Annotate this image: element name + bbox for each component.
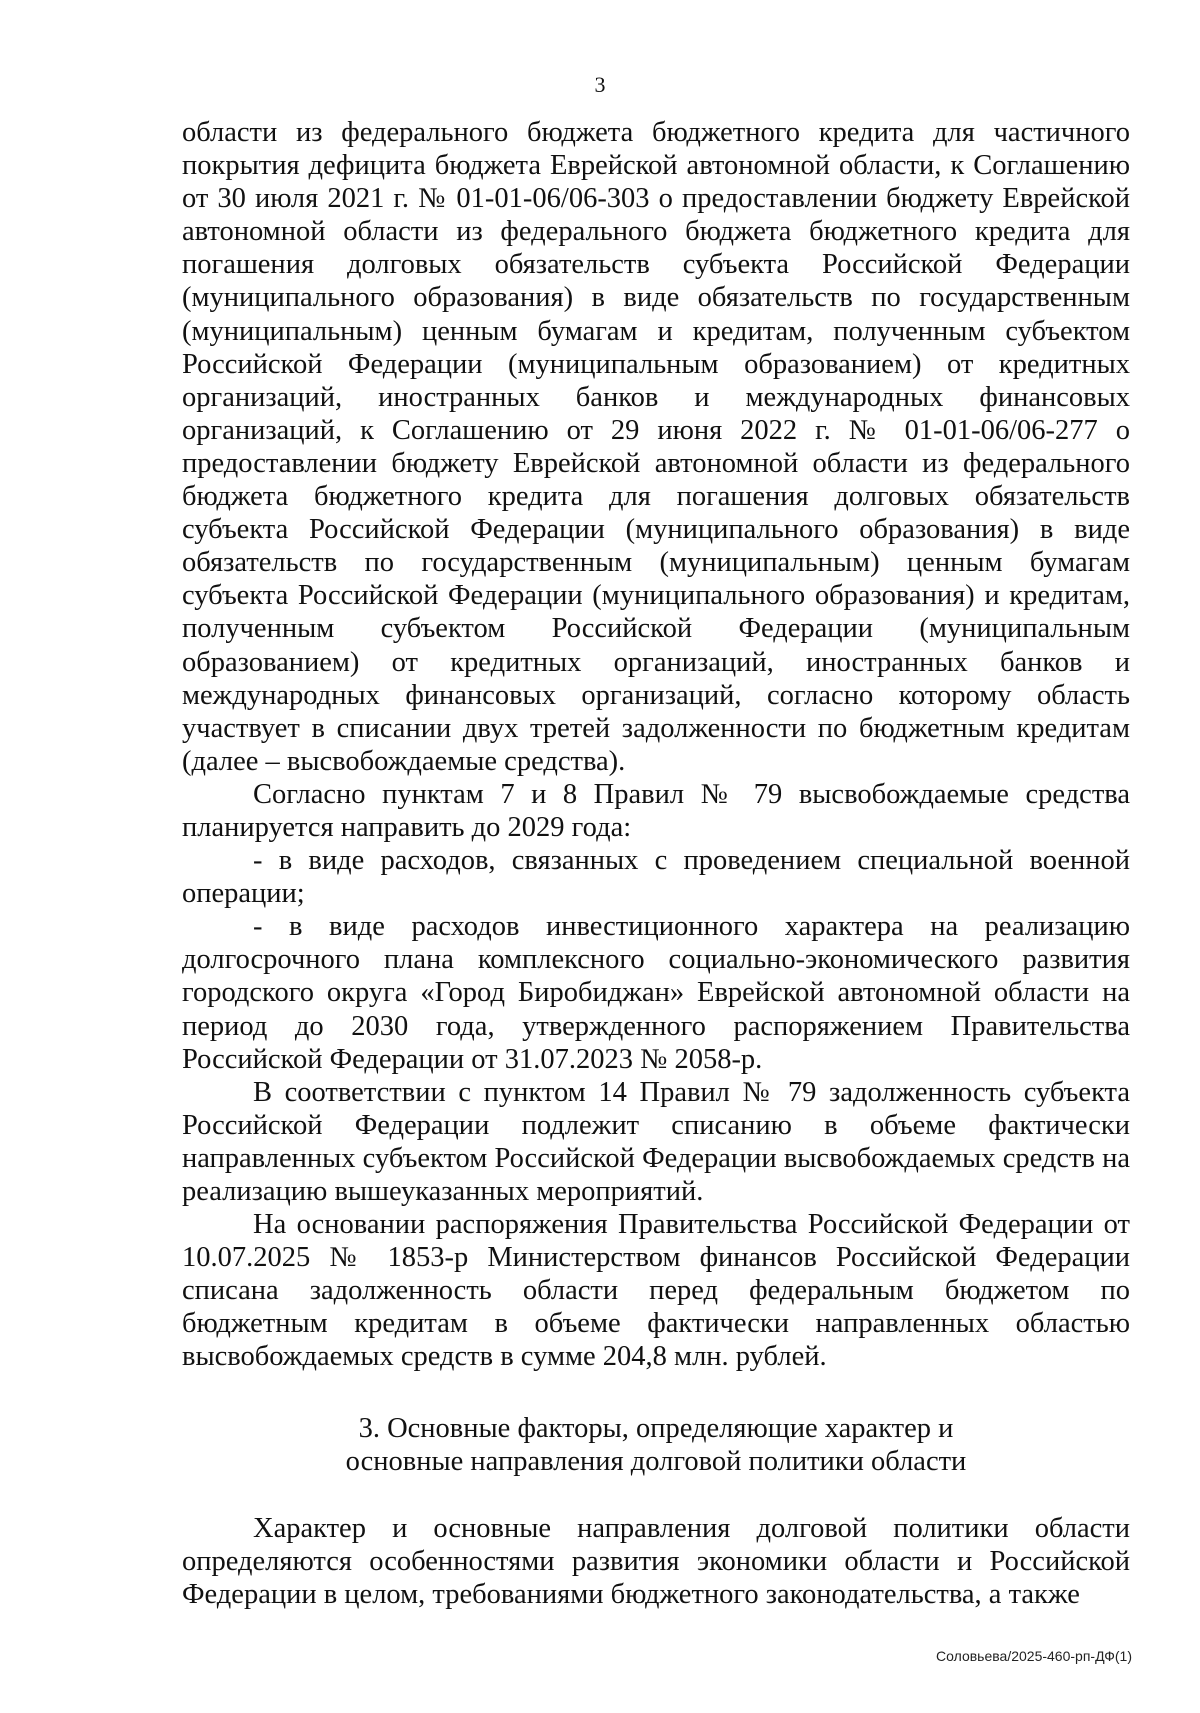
paragraph-rules-7-8: Согласно пунктам 7 и 8 Правил № 79 высвобождаемые средства планируется направить до 2029 года:: [182, 778, 1130, 843]
page-number: 3: [594, 72, 606, 97]
paragraph-rule-14: В соответствии с пунктом 14 Правил № 79 задолженность субъекта Российской Федерации подлежит списанию в объеме фактически направленных субъектом Российской Федерации высвобождаемых средств на реализацию вышеуказанных мероприятий.: [182, 1076, 1130, 1207]
section-heading: [182, 1412, 1130, 1478]
paragraph-debt-policy: Характер и основные направления долговой политики области определяются особенностями развития экономики области и Российской Федерации в целом, требованиями бюджетного законодательства, а также: [182, 1512, 1130, 1610]
paragraph-continuation: области из федерального бюджета бюджетного кредита для частичного покрытия дефицита бюджета Еврейской автономной области, к Соглашению от 30 июля 2021 г. № 01-01-06/06-303 о предоставлении бюджету Еврейской автономной области из федерального бюджета бюджетного кредита для погашения долговых обязательств субъекта Российской Федерации (муниципального образования) в виде обязательств по государственным (муниципальным) ценным бумагам и кредитам, полученным субъектом Российской Федерации (муниципальным образованием) от кредитных организаций, иностранных банков и международных финансовых организаций, к Соглашению от 29 июня 2022 г. № 01-01-06/06-277 о предоставлении бюджету Еврейской автономной области из федерального бюджета бюджетного кредита для погашения долговых обязательств субъекта Российской Федерации (муниципального образования) в виде обязательств по государственным (муниципальным) ценным бумагам субъекта Российской Федерации (муниципального образования) и кредитам, полученным субъектом Российской Федерации (муниципальным образованием) от кредитных организаций, иностранных банков и международных финансовых организаций, согласно которому область участвует в списании двух третей задолженности по бюджетным кредитам (далее – высвобождаемые средства).: [182, 117, 1130, 777]
document-reference-code: Соловьева/2025-460-рп-ДФ(1): [936, 1648, 1132, 1664]
list-item-investment-expenses: - в виде расходов инвестиционного характера на реализацию долгосрочного плана комплексного социально-экономического развития городского округа «Город Биробиджан» Еврейской автономной области на период до 2030 года, утвержденного распоряжением Правительства Российской Федерации от 31.07.2023 № 2058-р.: [182, 911, 1130, 1075]
paragraph-debt-write-off: На основании распоряжения Правительства Российской Федерации от 10.07.2025 № 1853-р Министерством финансов Российской Федерации списана задолженность области перед федеральным бюджетом по бюджетным кредитам в объеме фактически направленных областью высвобождаемых средств в сумме 204,8 млн. рублей.: [182, 1209, 1130, 1373]
section-heading-line-2: основные направления долговой политики области: [345, 1445, 967, 1477]
list-item-military-expenses: - в виде расходов, связанных с проведением специальной военной операции;: [182, 845, 1130, 910]
section-heading-line-1: 3. Основные факторы, определяющие характер и: [358, 1412, 954, 1444]
document-body: [182, 116, 1130, 1611]
